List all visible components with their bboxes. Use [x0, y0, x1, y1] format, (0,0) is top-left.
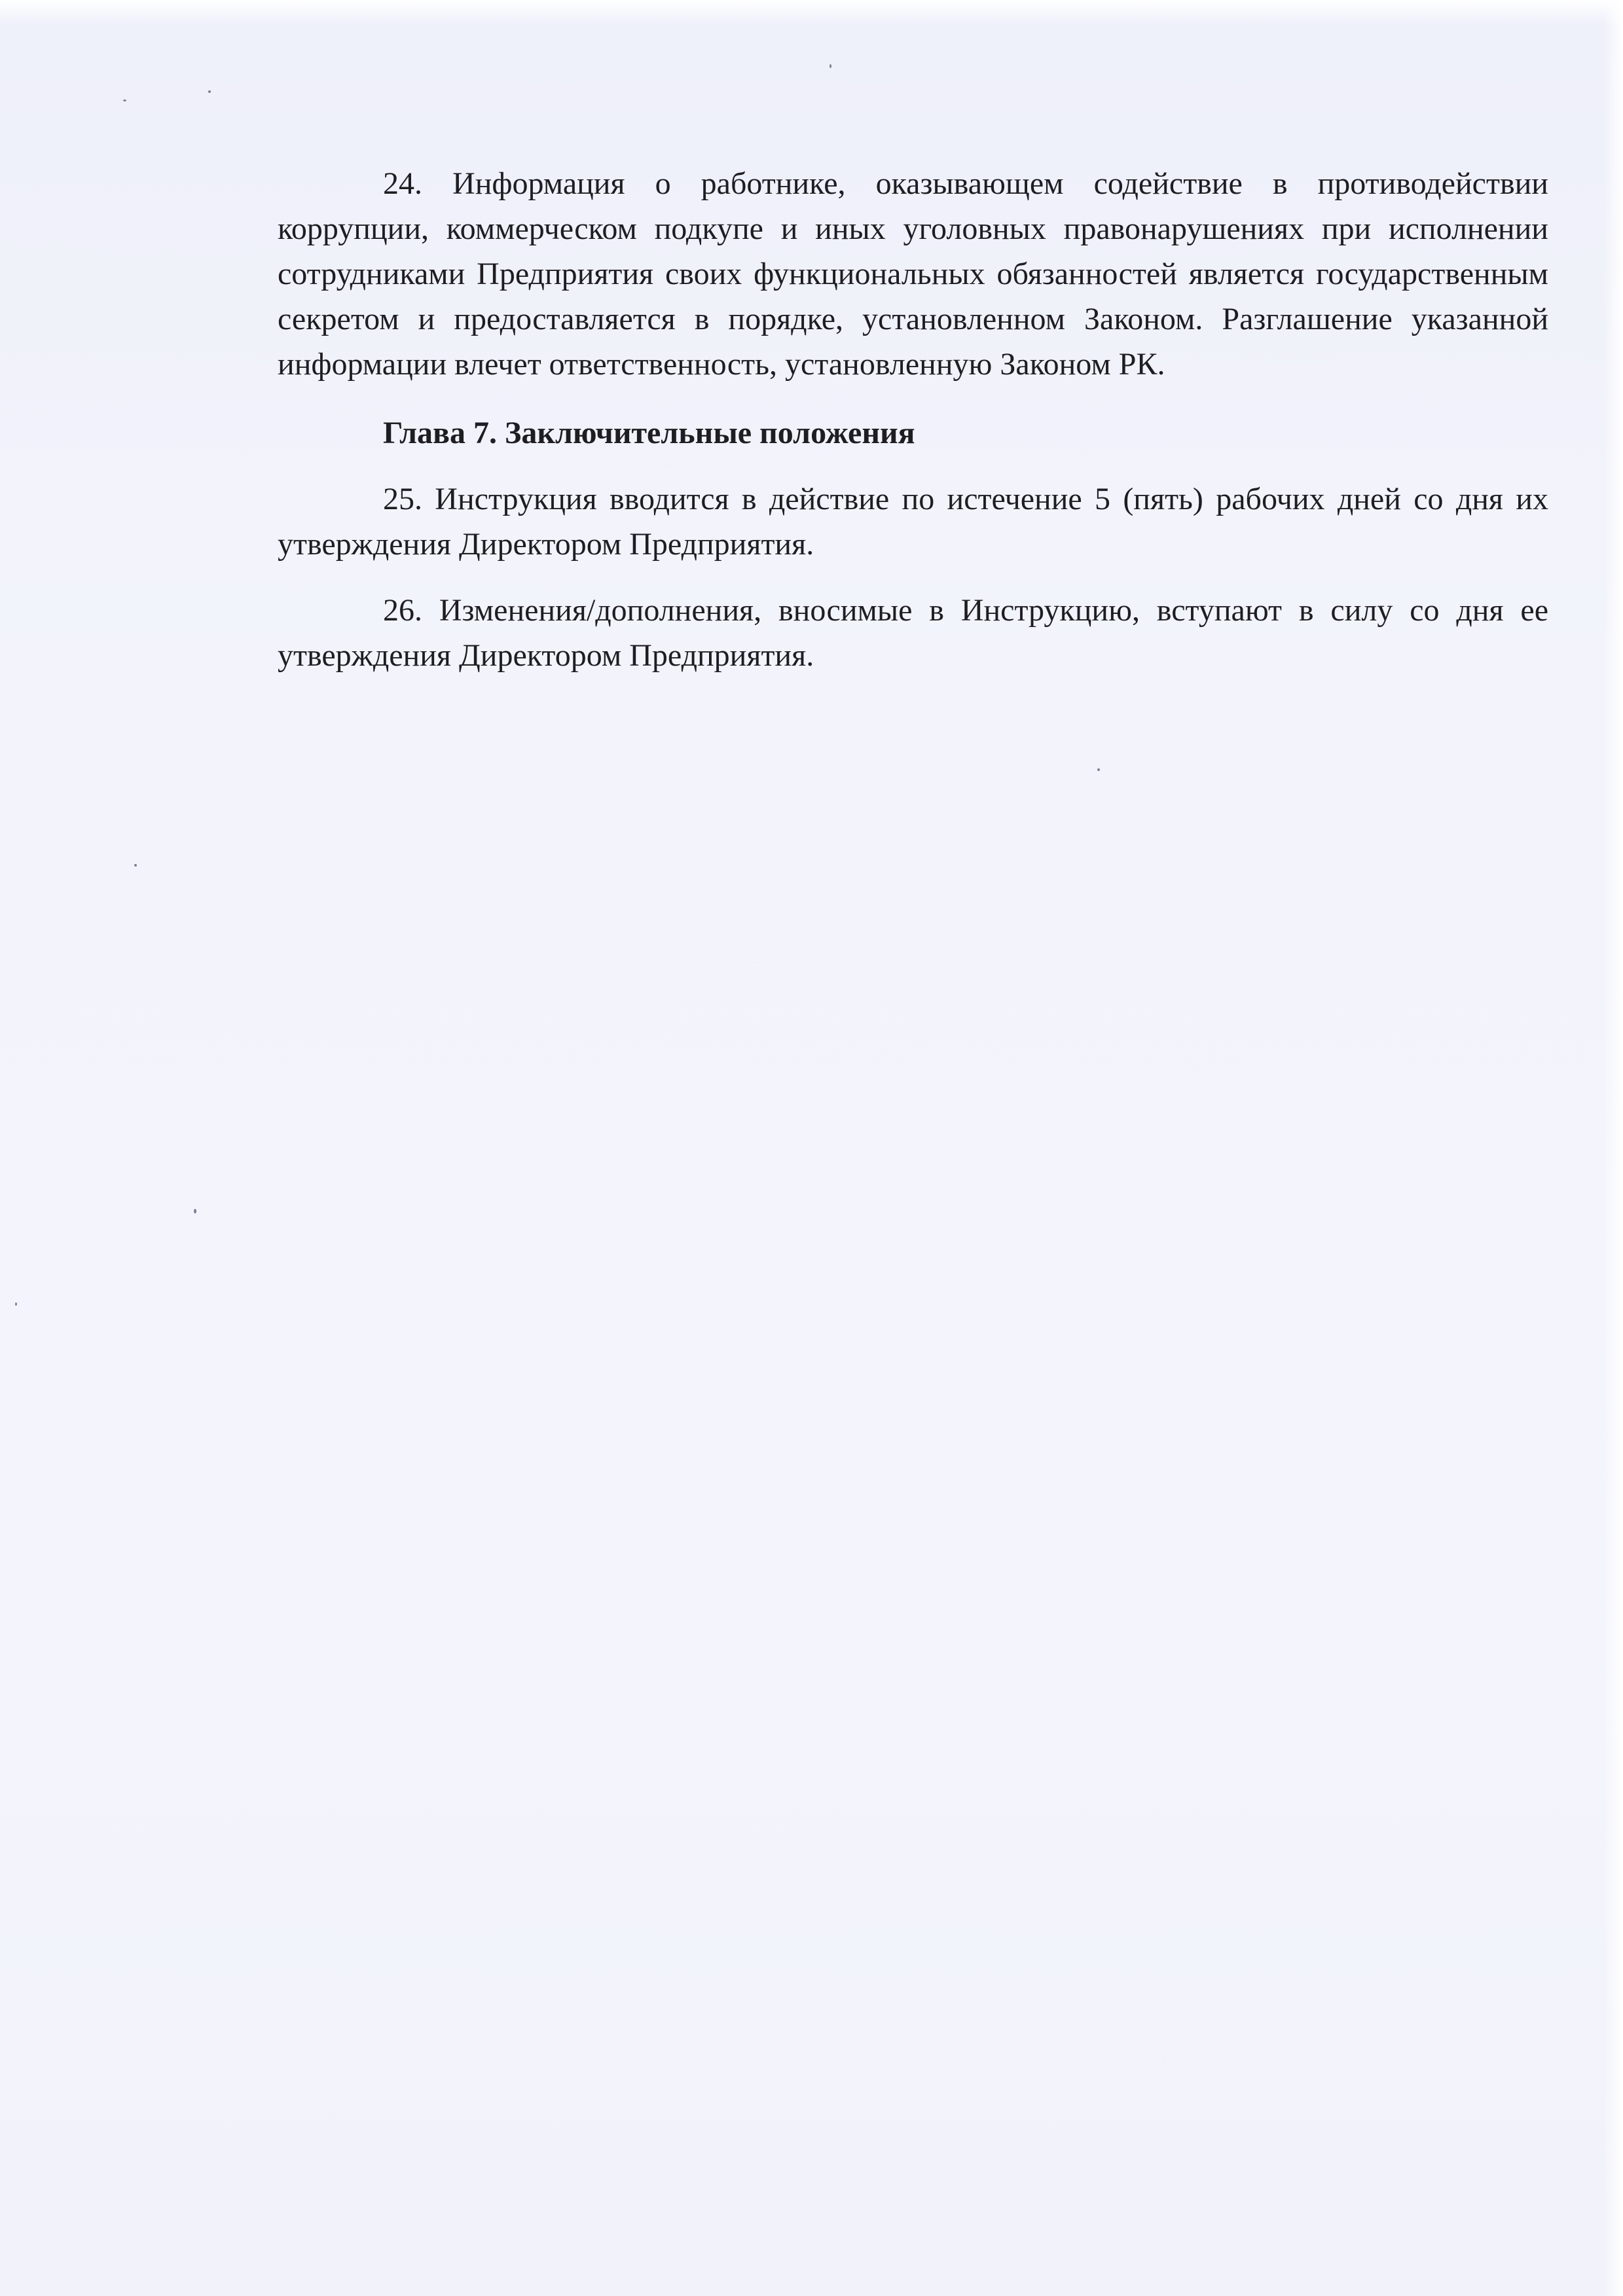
scan-edge-right [1603, 0, 1623, 2296]
paragraph-25: 25. Инструкция вводится в действие по истечение 5 (пять) рабочих дней со дня их утверждения Директором Предприятия. [278, 482, 1548, 562]
scan-speck [134, 864, 137, 867]
scan-speck [208, 90, 211, 93]
chapter-heading: Глава 7. Заключительные положения [383, 416, 915, 450]
paragraph-26: 26. Изменения/дополнения, вносимые в Инструкцию, вступают в силу со дня ее утверждения Директором Предприятия. [278, 593, 1548, 673]
document-body [278, 161, 1548, 678]
scan-speck [830, 64, 831, 68]
scan-edge-top [0, 0, 1623, 26]
scan-speck [1097, 768, 1100, 771]
scan-speck [123, 99, 126, 101]
scan-speck [15, 1302, 17, 1306]
paragraph-24: 24. Информация о работнике, оказывающем содействие в противодействии коррупции, коммерческом подкупе и иных уголовных правонарушениях при исполнении сотрудниками Предприятия своих функциональных обязанностей является государственным секретом и предоставляется в порядке, установленном Законом. Разглашение указанной информации влечет ответственность, установленную Законом РК. [278, 166, 1548, 382]
scan-speck [194, 1209, 196, 1213]
